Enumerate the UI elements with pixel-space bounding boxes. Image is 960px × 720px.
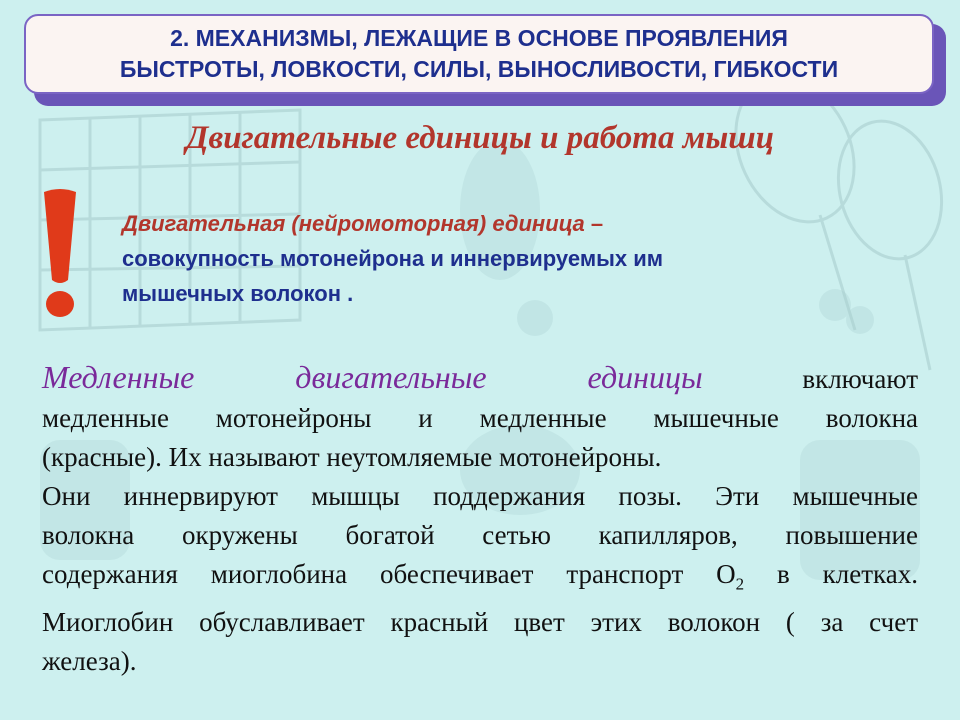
- title-line-1: 2. МЕХАНИЗМЫ, ЛЕЖАЩИЕ В ОСНОВЕ ПРОЯВЛЕНИЯ: [170, 25, 788, 51]
- body-line-5: волокна окружены богатой сетью капилляров, повышение: [42, 520, 918, 550]
- body-line-4: Они иннервируют мышцы поддержания позы. Эти мышечные: [42, 481, 918, 511]
- body-line-2: медленные мотонейроны и медленные мышечные волокна: [42, 403, 918, 433]
- body-line-6: [42, 555, 918, 603]
- slow-units-term: Медленные двигательные единицы: [42, 359, 703, 395]
- body-paragraph: [42, 358, 918, 681]
- exclamation-icon: [38, 188, 82, 320]
- body-line-7: Миоглобин обуславливает красный цвет этих волокон ( за счет: [42, 607, 918, 638]
- body-line-6-pre: содержания миоглобина обеспечивает транспорт О: [42, 559, 736, 589]
- slide-subtitle: Двигательные единицы и работа мышц: [185, 120, 775, 156]
- body-line-3: (красные). Их называют неутомляемые мотонейроны.: [42, 442, 662, 472]
- definition-line-3: мышечных волокон .: [122, 281, 354, 306]
- slide-title: [24, 14, 934, 94]
- body-line-8: железа).: [42, 646, 137, 677]
- oxygen-subscript: 2: [735, 574, 745, 594]
- body-line-1: [42, 358, 918, 399]
- title-line-2: БЫСТРОТЫ, ЛОВКОСТИ, СИЛЫ, ВЫНОСЛИВОСТИ, ГИБКОСТИ: [119, 56, 839, 82]
- body-line-6-post: в клетках.: [744, 559, 918, 589]
- definition-block: [122, 206, 862, 311]
- definition-term: Двигательная (нейромоторная) единица: [122, 211, 585, 236]
- definition-dash: –: [584, 211, 604, 236]
- definition-line-2: совокупность мотонейрона и иннервируемых им: [122, 246, 664, 271]
- body-line-1-rest: включают: [802, 364, 918, 394]
